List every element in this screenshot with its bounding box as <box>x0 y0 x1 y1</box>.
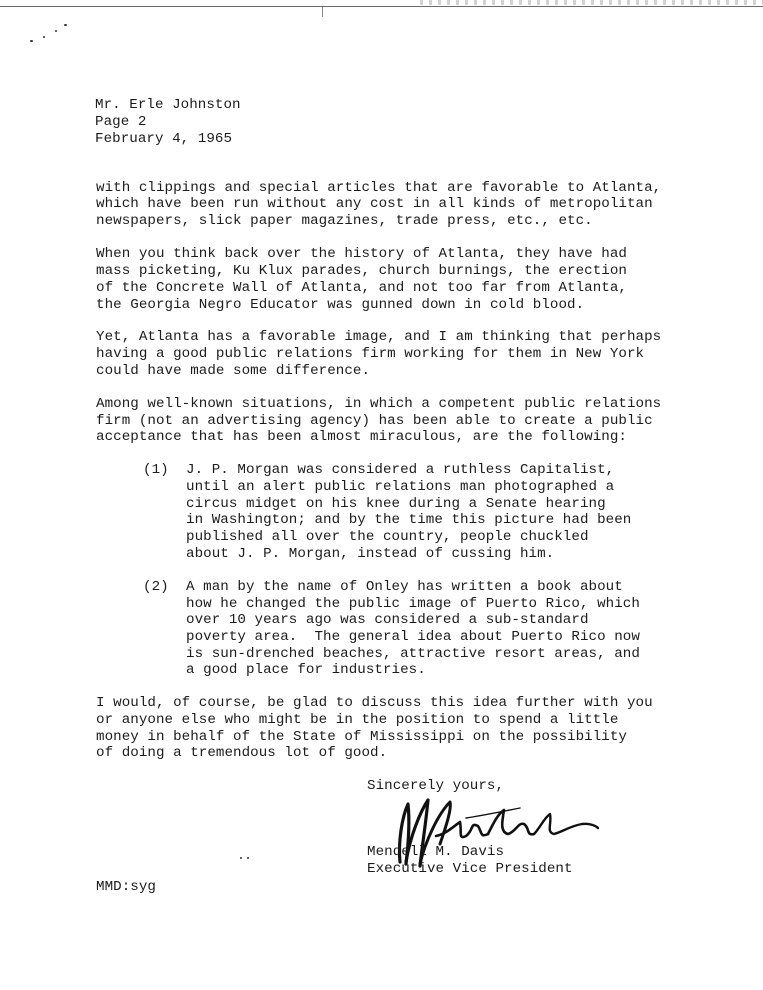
list-item-line: is sun-drenched beaches, attractive resort areas, and <box>186 646 640 662</box>
paragraph-line: could have made some difference. <box>96 363 371 379</box>
list-item-line: how he changed the public image of Puerto Rico, which <box>186 596 640 612</box>
signer-name: Mendell M. Davis <box>367 844 505 860</box>
paragraph-line: When you think back over the history of Atlanta, they have had <box>96 246 627 262</box>
paragraph-line: Yet, Atlanta has a favorable image, and I am thinking that perhaps <box>96 329 662 345</box>
paragraph-line: mass picketing, Ku Klux parades, church burnings, the erection <box>96 263 627 279</box>
paragraph-line: of the Concrete Wall of Atlanta, and not too far from Atlanta, <box>96 280 627 296</box>
list-item-line: over 10 years ago was considered a sub-standard <box>186 612 589 628</box>
top-scan-noise <box>420 0 763 5</box>
list-item-line: poverty area. The general idea about Puerto Rico now <box>186 629 640 645</box>
signer-title: Executive Vice President <box>367 861 573 877</box>
paragraph-line: Among well-known situations, in which a competent public relations <box>96 396 662 412</box>
list-item-line: a good place for industries. <box>186 662 426 678</box>
salutation: Sincerely yours, <box>367 778 505 794</box>
reference-initials: MMD:syg <box>96 879 156 895</box>
scan-speck <box>247 857 249 859</box>
paragraph-line: money in behalf of the State of Mississippi on the possibility <box>96 729 627 745</box>
scan-speck <box>43 36 45 38</box>
scan-speck <box>55 30 57 32</box>
list-item-line: published all over the country, people chuckled <box>186 529 589 545</box>
paragraph-line: acceptance that has been almost miraculous, are the following: <box>96 429 627 445</box>
paragraph-line: firm (not an advertising agency) has been able to create a public <box>96 413 653 429</box>
list-item-number: (2) <box>143 579 169 595</box>
scan-speck <box>64 24 67 26</box>
paragraph-line: of doing a tremendous lot of good. <box>96 745 388 761</box>
top-border-rule <box>0 6 763 7</box>
letter-date: February 4, 1965 <box>95 131 233 147</box>
list-item-number: (1) <box>143 462 169 478</box>
paragraph-line: or anyone else who might be in the position to spend a little <box>96 712 619 728</box>
paragraph-line: with clippings and special articles that are favorable to Atlanta, <box>96 180 662 196</box>
paragraph-line: the Georgia Negro Educator was gunned down in cold blood. <box>96 297 585 313</box>
list-item-line: J. P. Morgan was considered a ruthless Capitalist, <box>186 462 615 478</box>
list-item-line: A man by the name of Onley has written a book about <box>186 579 623 595</box>
list-item-line: about J. P. Morgan, instead of cussing him. <box>186 546 555 562</box>
list-item-line: until an alert public relations man photographed a <box>186 479 615 495</box>
top-tick-mark <box>322 7 323 17</box>
scan-speck <box>240 857 242 859</box>
paragraph-line: I would, of course, be glad to discuss this idea further with you <box>96 695 653 711</box>
paragraph-line: newspapers, slick paper magazines, trade press, etc., etc. <box>96 213 593 229</box>
list-item-line: circus midget on his knee during a Senate hearing <box>186 496 606 512</box>
paragraph-line: having a good public relations firm working for them in New York <box>96 346 645 362</box>
page-number: Page 2 <box>95 114 147 130</box>
addressee: Mr. Erle Johnston <box>95 97 241 113</box>
scan-speck <box>30 40 33 42</box>
paragraph-line: which have been run without any cost in all kinds of metropolitan <box>96 196 653 212</box>
list-item-line: in Washington; and by the time this picture had been <box>186 512 632 528</box>
